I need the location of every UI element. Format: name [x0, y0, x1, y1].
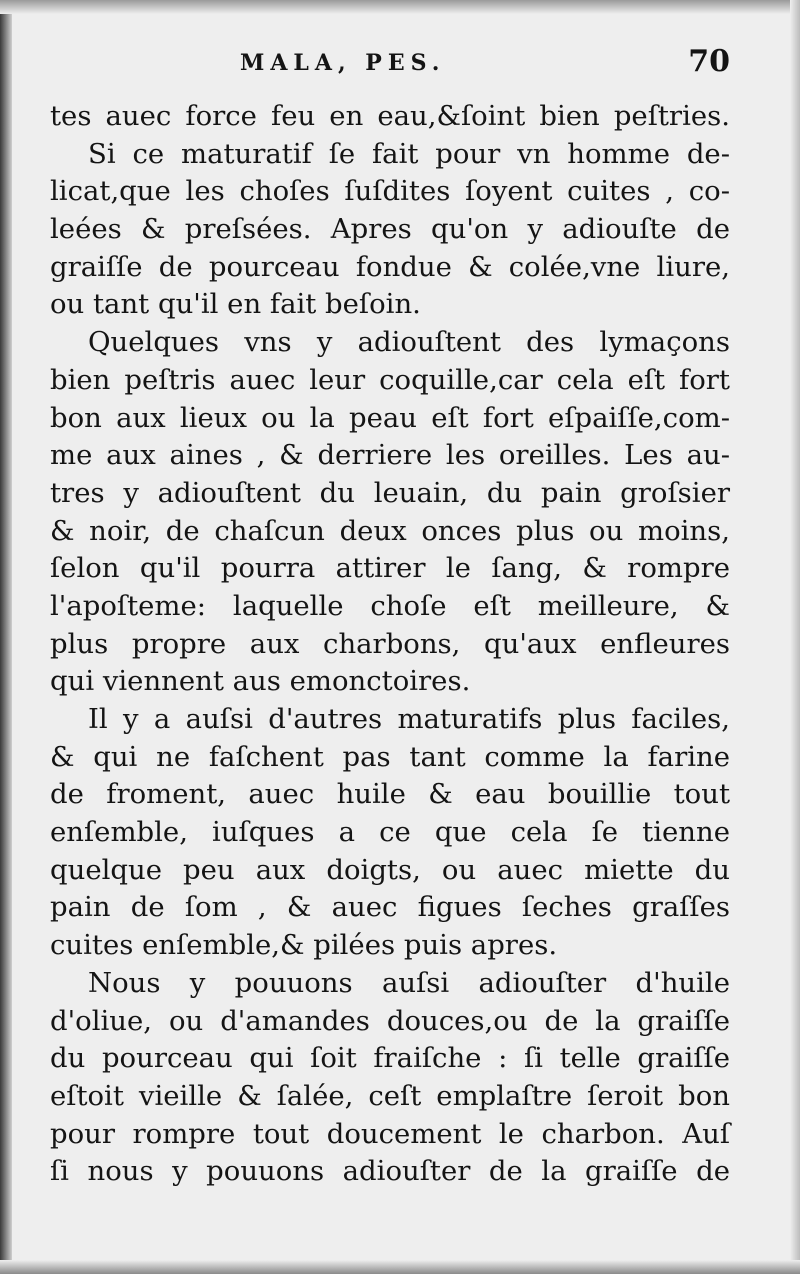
text-line: & noir, de chaſcun deux onces plus ou moins,	[50, 514, 730, 547]
text-line: ſi nous y pouuons adiouſter de la graiſſe de	[50, 1155, 730, 1188]
text-line: l'apoſteme: laquelle choſe eſt meilleure, &	[50, 589, 730, 622]
text-line: Quelques vns y adiouſtent des lymaçons	[88, 326, 730, 359]
text-line: cuites enſemble,& pilées puis apres.	[50, 929, 558, 962]
top-page-edge	[0, 0, 800, 14]
text-line: enſemble, iuſques a ce que cela ſe tienne	[50, 816, 730, 849]
binding-shadow	[0, 0, 12, 1274]
text-line: Il y a auſsi d'autres maturatifs plus faciles,	[88, 703, 730, 735]
text-line: de froment, auec huile & eau bouillie tout	[50, 778, 730, 811]
text-line: Si ce maturatif ſe fait pour vn homme de-	[88, 137, 730, 170]
text-line: tes auec force feu en eau,&ſoint bien peſtries.	[50, 100, 730, 132]
text-line: & qui ne faſchent pas tant comme la farine	[50, 740, 730, 773]
text-line: du pourceau qui ſoit fraiſche : ſi telle graiſſe	[50, 1042, 730, 1075]
text-line: eſtoit vieille & ſalée, ceſt emplaſtre ſeroit bon	[50, 1079, 730, 1112]
text-line: me aux aines , & derriere les oreilles. Les au-	[50, 439, 730, 472]
bottom-page-edge	[0, 1260, 800, 1274]
right-page-edge	[790, 0, 800, 1274]
text-line: d'oliue, ou d'amandes douces,ou de la graiſſe	[50, 1004, 730, 1037]
text-line: plus propre aux charbons, qu'aux enfleures	[50, 627, 730, 660]
text-line: qui viennent aus emonctoires.	[50, 665, 471, 698]
text-line: leées & preſsées. Apres qu'on y adiouſte de	[50, 213, 730, 246]
page-header	[50, 44, 740, 84]
text-line: ſelon qu'il pourra attirer le ſang, & rompre	[50, 552, 730, 585]
text-line: graiſſe de pourceau fondue & colée,vne liure,	[50, 250, 730, 283]
text-line: Nous y pouuons auſsi adiouſter d'huile	[88, 966, 730, 999]
page-number: 70	[688, 44, 730, 79]
body-text	[50, 98, 730, 1191]
running-head: MALA, PES.	[240, 50, 446, 76]
text-line: tres y adiouſtent du leuain, du pain groſsier	[50, 476, 730, 509]
text-line: pain de ſom , & auec figues ſeches graſſes	[50, 891, 730, 924]
text-line: ou tant qu'il en fait beſoin.	[50, 288, 421, 321]
text-line: bon aux lieux ou la peau eſt fort eſpaiſſe,com-	[50, 401, 730, 434]
text-line: bien peſtris auec leur coquille,car cela eſt fort	[50, 363, 730, 396]
text-line: quelque peu aux doigts, ou auec miette du	[50, 853, 730, 886]
text-line: pour rompre tout doucement le charbon. Auſ	[50, 1117, 730, 1150]
text-line: licat,que les choſes ſuſdites ſoyent cuites , co-	[50, 175, 730, 208]
